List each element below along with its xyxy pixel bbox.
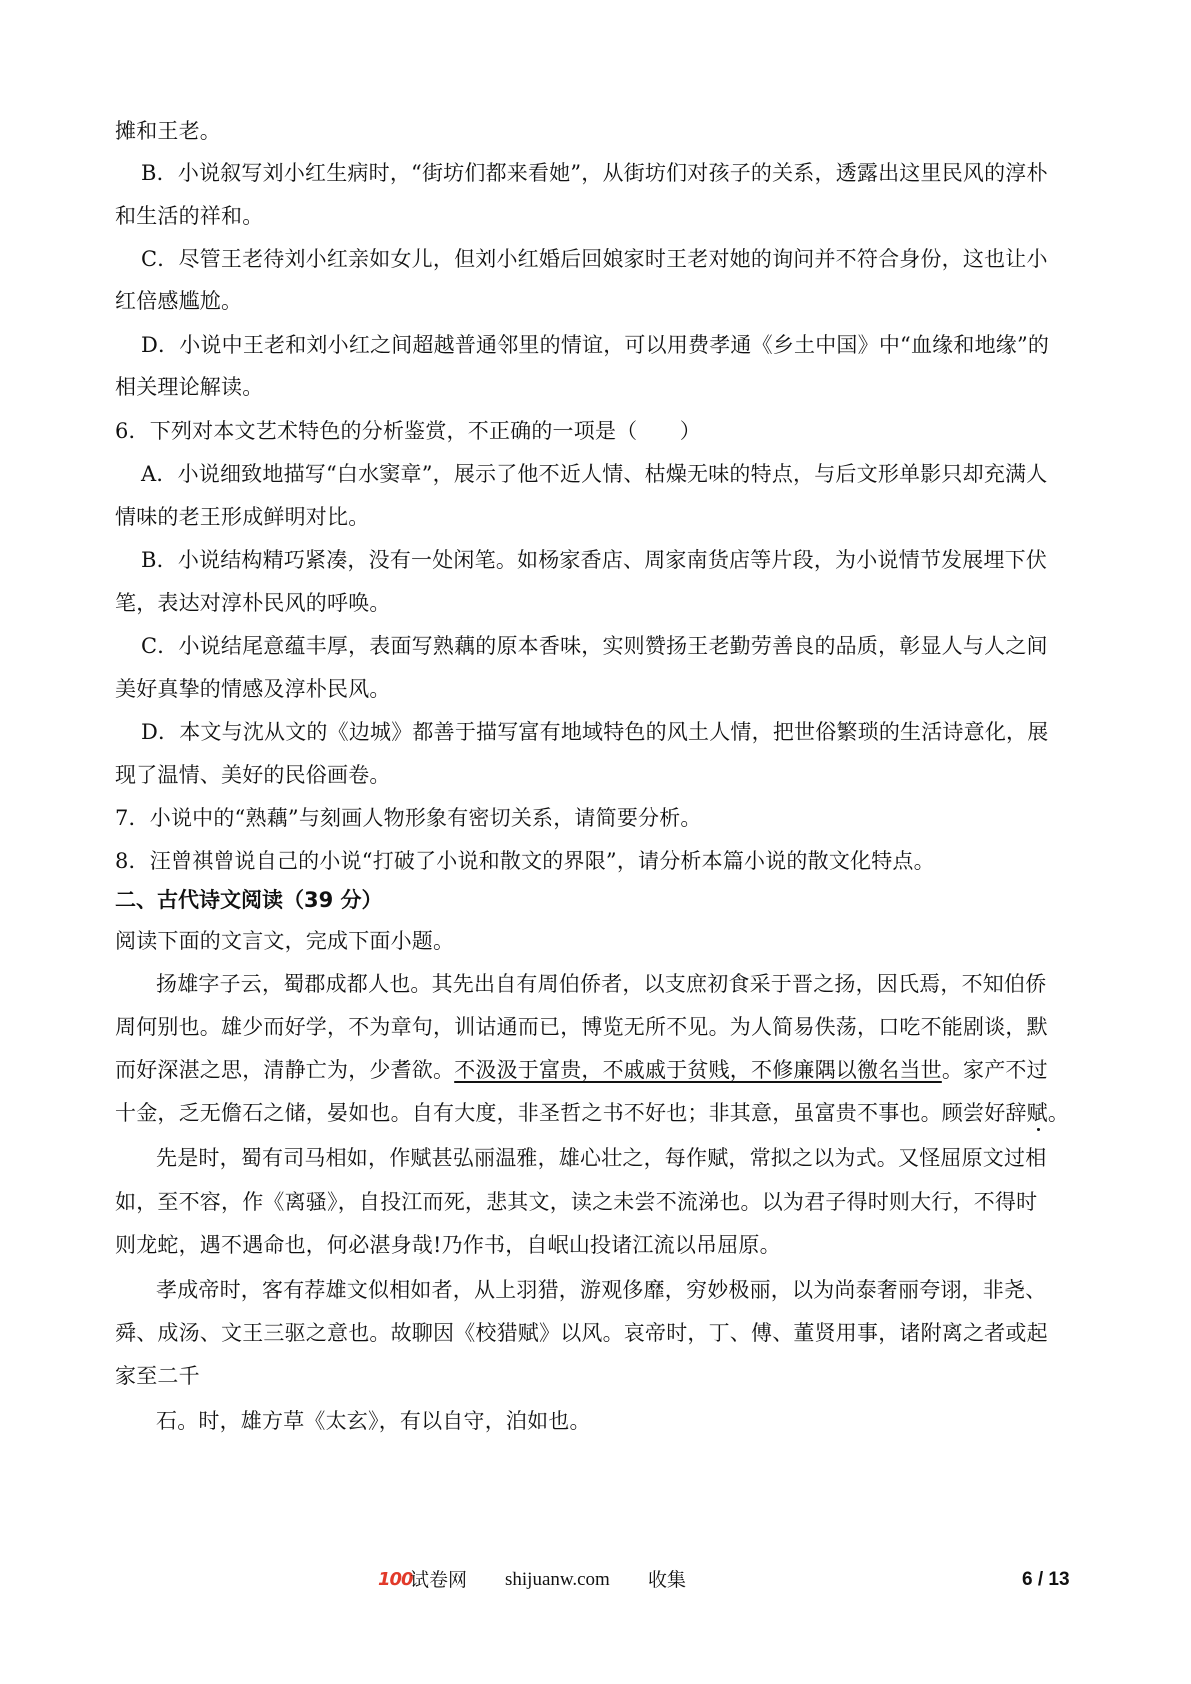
option-b-line: B．小说叙写刘小红生病时，“街坊们都来看她”，从街坊们对孩子的关系，透露出这里民风的淳朴 [141, 161, 1048, 185]
passage-line: 石。时，雄方草《太玄》，有以自守，泊如也。 [156, 1409, 591, 1433]
emphasis-dot-char: 赋 [1026, 1101, 1048, 1125]
page-number: 6 / 13 [1022, 1569, 1070, 1590]
option-d-line: D．小说中王老和刘小红之间超越普通邻里的情谊，可以用费孝通《乡土中国》中“血缘和地缘”的 [141, 333, 1050, 357]
option-b-line: B．小说结构精巧紧凑，没有一处闲笔。如杨家香店、周家南货店等片段，为小说情节发展埋下伏 [141, 548, 1048, 572]
text-line: 和生活的祥和。 [115, 204, 264, 228]
text-line: 美好真挚的情感及淳朴民风。 [115, 677, 391, 701]
passage-text: 。家产不过 [941, 1058, 1048, 1082]
question-8: 8．汪曾祺曾说自己的小说“打破了小说和散文的界限”，请分析本篇小说的散文化特点。 [115, 849, 935, 873]
passage-text: 十金，乏无儋石之储，晏如也。自有大度，非圣哲之书不好也；非其意，虽富贵不事也。顾尝好辞 [115, 1101, 1027, 1125]
passage-line: 舜、成汤、文王三驱之意也。故聊因《校猎赋》以风。哀帝时，丁、傅、董贤用事，诸附离之者或起 [115, 1321, 1048, 1345]
site-logo[interactable] [378, 1565, 413, 1595]
text-line: 现了温情、美好的民俗画卷。 [115, 763, 391, 787]
passage-line: 扬雄字子云，蜀郡成都人也。其先出自有周伯侨者，以支庶初食采于晋之扬，因氏焉，不知伯侨 [156, 972, 1047, 996]
passage-line: 先是时，蜀有司马相如，作赋甚弘丽温雅，雄心壮之，每作赋，常拟之以为式。又怪屈原文过相 [156, 1146, 1047, 1170]
option-d-line: D．本文与沈从文的《边城》都善于描写富有地域特色的风土人情，把世俗繁琐的生活诗意化，展 [141, 720, 1049, 744]
passage-line: 孝成帝时，客有荐雄文似相如者，从上羽猎，游观侈靡，穷妙极丽，以为尚泰奢丽夸诩，非尧、 [156, 1278, 1047, 1302]
logo-icon: 100 [378, 1569, 413, 1590]
passage-line: 则龙蛇，遇不遇命也，何必湛身哉!乃作书，自岷山投诸江流以吊屈原。 [115, 1233, 781, 1257]
site-url-link[interactable]: shijuanw.com [505, 1569, 610, 1590]
page-footer [0, 1565, 1191, 1595]
passage-text: 而好深湛之思，清静亡为，少耆欲。 [115, 1058, 455, 1082]
instruction-line: 阅读下面的文言文，完成下面小题。 [115, 929, 455, 953]
option-c-line: C．小说结尾意蕴丰厚，表面写熟藕的原本香味，实则赞扬王老勤劳善良的品质，彰显人与人之间 [141, 634, 1048, 658]
site-name: 试卷网 [410, 1569, 468, 1591]
passage-line [115, 1098, 1077, 1128]
section-heading: 二、古代诗文阅读（39 分） [115, 888, 383, 912]
passage-line: 周何别也。雄少而好学，不为章句，训诂通而已，博览无所不见。为人简易佚荡，口吃不能剧谈，默 [115, 1015, 1048, 1039]
passage-line: 家至二千 [115, 1364, 200, 1388]
underlined-sentence: 不汲汲于富贵，不戚戚于贫贱，不修廉隅以徼名当世 [454, 1058, 942, 1082]
text-line: 笔，表达对淳朴民风的呼唤。 [115, 591, 391, 615]
collect-label: 收集 [648, 1569, 687, 1591]
passage-text: 。 [1047, 1101, 1070, 1125]
question-7: 7．小说中的“熟藕”与刻画人物形象有密切关系，请简要分析。 [115, 806, 702, 830]
text-line: 相关理论解读。 [115, 375, 264, 399]
passage-line [115, 1055, 1077, 1085]
passage-line: 如，至不容，作《离骚》，自投江而死，悲其文，读之未尝不流涕也。以为君子得时则大行，不得时 [115, 1190, 1038, 1214]
question-6: 6．下列对本文艺术特色的分析鉴赏，不正确的一项是（ ） [115, 419, 701, 443]
text-line: 红倍感尴尬。 [115, 289, 243, 313]
option-a-line: A．小说细致地描写“白水窦章”，展示了他不近人情、枯燥无味的特点，与后文形单影只却充满人 [141, 462, 1048, 486]
text-line: 摊和王老。 [115, 119, 221, 143]
option-c-line: C．尽管王老待刘小红亲如女儿，但刘小红婚后回娘家时王老对她的询问并不符合身份，这也让小 [141, 247, 1048, 271]
text-line: 情味的老王形成鲜明对比。 [115, 505, 370, 529]
